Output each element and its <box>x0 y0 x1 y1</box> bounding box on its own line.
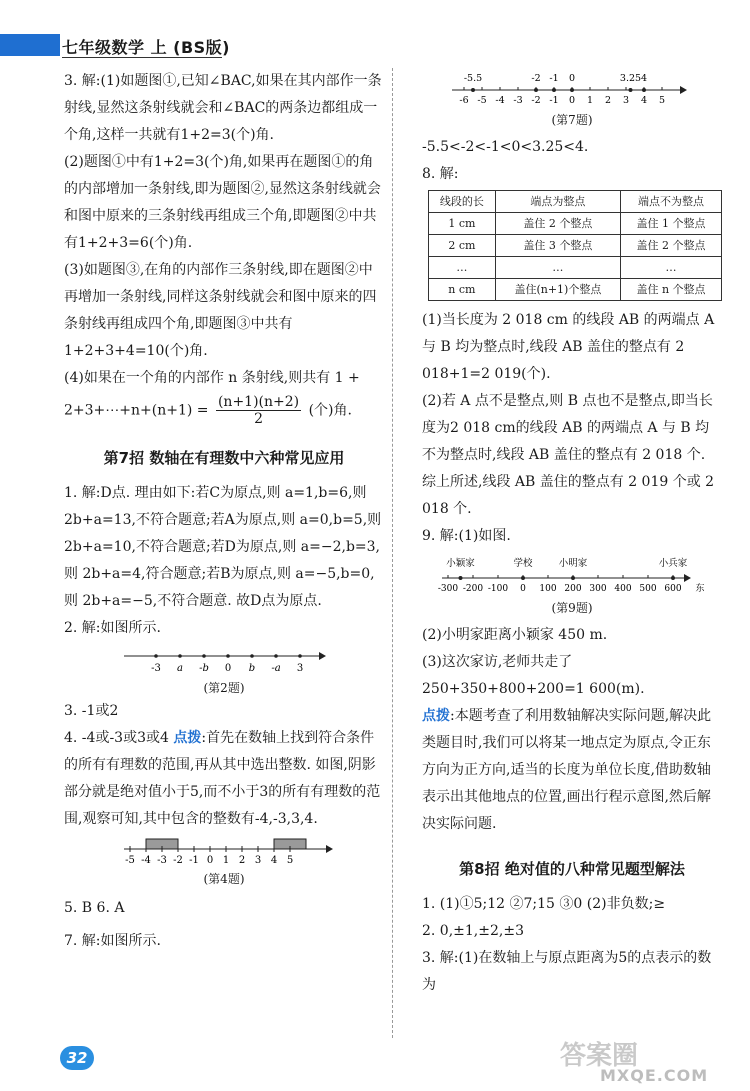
table-row <box>429 235 722 257</box>
q3-part2: (2)题图①中有1+2=3(个)角,如果再在题图①的角的内部增加一条射线,即为题图②,显然这条射线就会和图中原来的三条射线再组成三个角,即题图②中共有1+2+3=6(个)角. <box>64 154 381 251</box>
q4-caption: (第4题) <box>203 872 245 886</box>
q8-table <box>428 190 722 301</box>
watermark-logo: 答案圈 <box>560 1041 639 1071</box>
q7-number-line <box>422 72 722 106</box>
table-cell: … <box>621 257 722 279</box>
q9-tick-label: 600 <box>664 584 682 594</box>
q9-tick-label: -200 <box>462 584 484 594</box>
q3-fraction-denominator: 2 <box>254 411 263 427</box>
q2-tick-dot <box>250 654 254 658</box>
table-row <box>429 279 722 301</box>
q2-tick-dot <box>202 654 206 658</box>
q7-tick-label: -4 <box>495 95 505 106</box>
table-cell: 盖住 1 个整点 <box>621 213 722 235</box>
left-column <box>64 68 384 955</box>
q2-tick-dot <box>154 654 158 658</box>
q4-tick-label: 0 <box>206 855 214 865</box>
q4-tick-label: -4 <box>141 855 151 865</box>
q7-point-label: 3.25 <box>619 73 642 84</box>
s7-q4 <box>64 725 384 833</box>
q2-tick-label: 0 <box>224 663 232 674</box>
q7-tick-label: 1 <box>586 95 594 106</box>
table-header-cell: 线段的长 <box>429 191 496 213</box>
page-number-badge: 32 <box>60 1046 94 1070</box>
column-divider <box>392 68 393 1038</box>
q7-point <box>642 88 646 92</box>
q3-part4b <box>64 394 384 427</box>
q4-answer: 4. -4或-3或3或4 <box>64 730 174 746</box>
q7-point-label: 0 <box>568 73 576 84</box>
table-cell: … <box>429 257 496 279</box>
q7-point <box>570 88 574 92</box>
q9-place-label: 小明家 <box>558 558 588 569</box>
q4-tick-label: 4 <box>270 855 278 865</box>
q9-marks <box>438 557 705 594</box>
q4-hint-label: 点拨 <box>173 730 202 746</box>
q7-point-label: -5.5 <box>463 73 483 84</box>
q2-caption: (第2题) <box>203 681 245 695</box>
q2-tick-label: -a <box>271 663 281 674</box>
q7-tick-label: 5 <box>658 95 666 106</box>
q7-point-label: -1 <box>549 73 559 84</box>
q2-tick-label: b <box>248 663 256 674</box>
table-header-cell: 端点为整点 <box>495 191 620 213</box>
table-cell: 盖住 3 个整点 <box>495 235 620 257</box>
q2-tick-dot <box>226 654 230 658</box>
q9-tick-label: 200 <box>564 584 582 594</box>
q9-hint-text: :本题考查了利用数轴解决实际问题,解决此类题目时,我们可以将某一地点定为原点,令正东方向为正方向,适当的长度为单位长度,借助数轴表示出其他地点的位置,画出行程示意图,然后解决实际问题. <box>422 708 712 832</box>
q4-tick-label: -3 <box>157 855 167 865</box>
q7-point <box>552 88 556 92</box>
q3-fraction <box>216 394 301 427</box>
table-cell: 1 cm <box>429 213 496 235</box>
table-cell: … <box>495 257 620 279</box>
q9-place-point <box>521 576 525 580</box>
table-cell: 2 cm <box>429 235 496 257</box>
q9-place-label: 学校 <box>513 558 533 569</box>
q8-part2: (2)若 A 点不是整点,则 B 点也不是整点,即当长度为2 018 cm的线段 AB 的两端点 A 与 B 均不为整点时,线段 AB 盖住的整点有 2 018 个. <box>422 393 713 463</box>
q4-hint-text: :首先在数轴上找到符合条件的所有有理数的范围,再从其中选出整数. 如图,阴影部分就是绝对值小于5,而不小于3的所有有理数的范围,观察可知,其中包含的整数有-4,-3,3,4. <box>64 730 381 827</box>
table-cell: 盖住(n+1)个整点 <box>495 279 620 301</box>
q9-tick-label: -100 <box>487 584 509 594</box>
s8-q2: 2. 0,±1,±2,±3 <box>422 923 524 939</box>
q9-place-label: 小颖家 <box>446 558 475 569</box>
q4-tick-label: 5 <box>286 855 294 865</box>
q9-tick-label: 300 <box>589 584 607 594</box>
q9-part3: (3)这次家访,老师共走了 250+350+800+200=1 600(m). <box>422 654 645 697</box>
table-row <box>429 213 722 235</box>
q9-tick-label: 100 <box>539 584 557 594</box>
q7-point <box>629 88 633 92</box>
section-7-title: 第7招 数轴在有理数中六种常见应用 <box>103 449 345 467</box>
q2-number-line <box>64 646 384 674</box>
q3-fraction-suffix: (个)角. <box>308 402 352 419</box>
q7-tick-label: 3 <box>622 95 630 106</box>
s7-q2: 2. 解:如图所示. <box>64 620 161 636</box>
q2-tick-label: 3 <box>296 663 304 674</box>
q9-east-label: 东 <box>695 584 705 594</box>
q2-tick-label: -b <box>199 663 209 674</box>
q4-tick-label: -2 <box>173 855 183 865</box>
q4-tick-label: 3 <box>254 855 262 865</box>
header-title: 七年级数学 上 (BS版) <box>62 38 230 57</box>
q7-answer: -5.5<-2<-1<0<3.25<4. <box>422 139 589 155</box>
q9-tick-label: 500 <box>639 584 657 594</box>
table-header-cell: 端点不为整点 <box>621 191 722 213</box>
right-column <box>422 68 722 999</box>
table-cell: 盖住 2 个整点 <box>621 235 722 257</box>
q9-hint <box>422 703 722 838</box>
q8-summary: 综上所述,线段 AB 盖住的整点有 2 019 个或 2 018 个. <box>422 474 715 517</box>
header-underline <box>62 57 222 58</box>
q9-tick-label: -300 <box>437 584 459 594</box>
q4-number-line <box>64 837 384 865</box>
q9-place-point <box>459 576 463 580</box>
q7-tick-label: -5 <box>477 95 487 106</box>
q9-tick-label: 400 <box>614 584 632 594</box>
s8-q3: 3. 解:(1)在数轴上与原点距离为5的点表示的数为 <box>422 950 712 993</box>
q7-tick-label: -3 <box>513 95 523 106</box>
q4-tick-label: 2 <box>238 855 246 865</box>
q9-tick-label: 0 <box>520 584 526 594</box>
q7-tick-label: -2 <box>531 95 541 106</box>
s7-q1: 1. 解:D点. 理由如下:若C为原点,则 a=1,b=6,则 2b+a=13,不符合题意;若A为原点,则 a=0,b=5,则 2b+a=10,不符合题意;若D为原点,则 a=−2,b=3,则 2b+a=4,符合题意;若B为原点,则 a=−5,b=0,则 2b+a=−5,不符合题意. 故D点为原点. <box>64 485 382 609</box>
table-cell: n cm <box>429 279 496 301</box>
q7-tick-label: -1 <box>549 95 559 106</box>
q7-tick-label: 4 <box>640 95 648 106</box>
q9-number-line <box>422 554 722 594</box>
s7-q8: 8. 解: <box>422 166 459 182</box>
q3-fraction-numerator: (n+1)(n+2) <box>217 394 300 410</box>
q9-place-label: 小兵家 <box>658 558 688 569</box>
q3-part3: (3)如题图③,在角的内部作三条射线,即在题图②中再增加一条射线,同样这条射线就会和图中原来的四条射线再组成四个角,即题图③中共有1+2+3+4=10(个)角. <box>64 262 377 359</box>
s7-q3: 3. -1或2 <box>64 703 119 719</box>
q2-ticks <box>151 654 303 674</box>
q7-tick-label: 0 <box>568 95 576 106</box>
q7-caption: (第7题) <box>551 113 593 127</box>
q9-hint-label: 点拨 <box>422 708 450 724</box>
q2-tick-dot <box>274 654 278 658</box>
q4-tick-label: -1 <box>189 855 199 865</box>
q9-place-point <box>671 576 675 580</box>
q7-tick-label: 2 <box>604 95 612 106</box>
table-row <box>429 257 722 279</box>
table-cell: 盖住 2 个整点 <box>495 213 620 235</box>
q9-part2: (2)小明家距离小颖家 450 m. <box>422 627 608 643</box>
q4-tick-label: 1 <box>222 855 230 865</box>
q7-tick-label: -6 <box>459 95 469 106</box>
s7-q7: 7. 解:如图所示. <box>64 933 161 949</box>
table-header-row <box>429 191 722 213</box>
q2-tick-label: -3 <box>151 663 161 674</box>
q7-point-label: -2 <box>531 73 541 84</box>
q2-tick-label: a <box>177 663 183 674</box>
q7-point <box>471 88 475 92</box>
q2-tick-dot <box>178 654 182 658</box>
watermark-url: MXQE.COM <box>600 1066 709 1085</box>
q3-part4a: (4)如果在一个角的内部作 n 条射线,则共有 1 + <box>64 370 360 386</box>
s7-q9: 9. 解:(1)如图. <box>422 528 511 544</box>
table-cell: 盖住 n 个整点 <box>621 279 722 301</box>
q3-sum-expression: 2+3+⋯+n+(n+1) = <box>64 402 209 419</box>
q9-place-point <box>571 576 575 580</box>
q2-tick-dot <box>298 654 302 658</box>
s8-q1: 1. (1)①5;12 ②7;15 ③0 (2)非负数;≥ <box>422 896 666 912</box>
section-8-title: 第8招 绝对值的八种常见题型解法 <box>459 860 685 878</box>
q9-caption: (第9题) <box>551 601 593 615</box>
q3-part1: 3. 解:(1)如题图①,已知∠BAC,如果在其内部作一条射线,显然这条射线就会和∠BAC的两条边都组成一个角,这样一共就有1+2=3(个)角. <box>64 73 382 143</box>
header-accent-bar <box>0 34 60 56</box>
q7-point-label: 4 <box>640 73 648 84</box>
q7-point <box>534 88 538 92</box>
q4-tick-label: -5 <box>125 855 135 865</box>
s7-q5-q6: 5. B 6. A <box>64 900 125 916</box>
q8-part1: (1)当长度为 2 018 cm 的线段 AB 的两端点 A 与 B 均为整点时,线段 AB 盖住的整点有 2 018+1=2 019(个). <box>422 312 715 382</box>
